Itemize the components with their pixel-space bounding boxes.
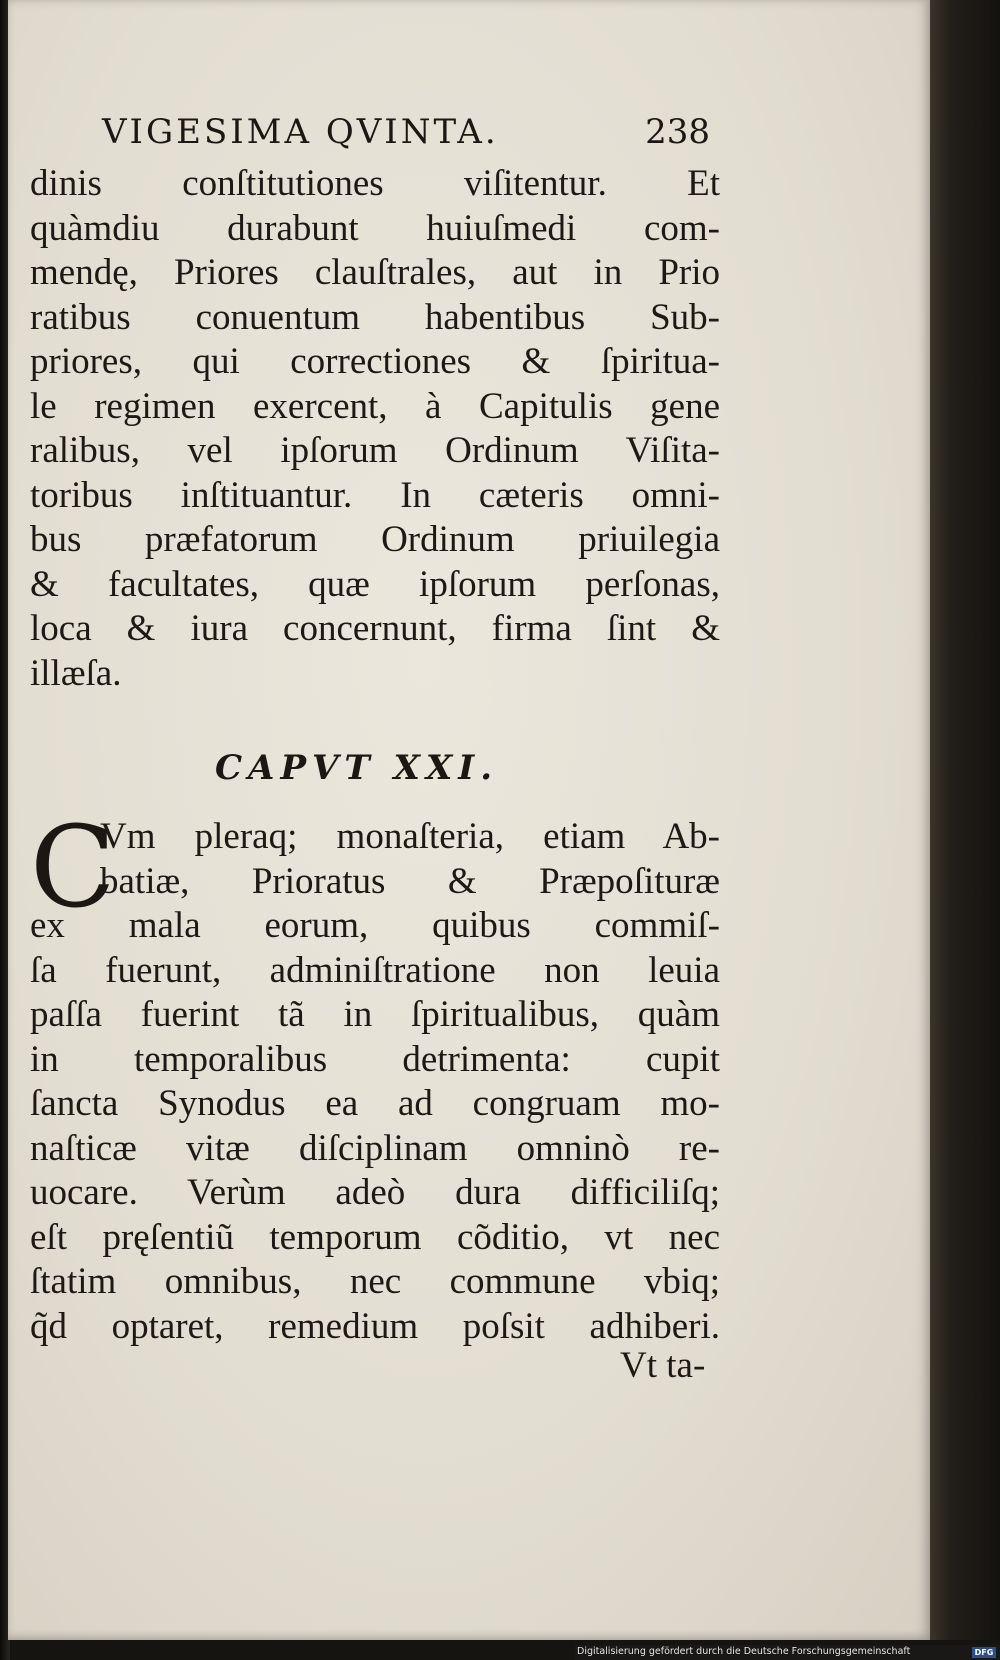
text-line: Vm pleraq; monaſteria, etiam Ab- [100, 816, 720, 857]
text-line: & facultates, quæ ipſorum perſonas, [30, 563, 720, 605]
text-line: ſa fuerunt, adminiſtratione non leuia [30, 949, 720, 991]
upper-text-block [30, 162, 720, 696]
chapter-heading: CAPVT XXI. [215, 748, 499, 788]
text-line: in temporalibus detrimenta: cupit [30, 1038, 720, 1080]
running-head: VIGESIMA QVINTA. [102, 112, 499, 152]
text-line: illæſa. [30, 652, 122, 694]
text-line: paſſa fuerint tã in ſpiritualibus, quàm [30, 994, 720, 1035]
text-line: bus præfatorum Ordinum priuilegia [30, 519, 720, 560]
initial-capital: C [30, 803, 116, 933]
catchword: Vt ta- [620, 1345, 706, 1386]
text-line: uocare. Verùm adeò dura difficiliſq; [30, 1172, 720, 1213]
page-header [102, 112, 710, 162]
page-number: 238 [645, 112, 710, 152]
chapter-body [30, 803, 720, 1349]
digitization-footer [575, 1645, 1000, 1660]
text-line: ex mala eorum, quibus commiſ- [30, 905, 720, 946]
text-line: priores, qui correctiones & ſpiritua- [30, 341, 720, 382]
text-line: ratibus conuentum habentibus Sub- [30, 296, 720, 338]
text-line: mendę, Priores clauſtrales, aut in Prio [30, 252, 720, 293]
dfg-logo-icon: DFG [972, 1647, 996, 1658]
indented-lines [30, 815, 720, 904]
text-line: loca & iura concernunt, firma ſint & [30, 608, 720, 649]
page-edge [930, 0, 1000, 1640]
text-line: eſt pręſentiũ temporum cõditio, vt nec [30, 1216, 720, 1258]
text-line: le regimen exercent, à Capitulis gene [30, 385, 720, 427]
text-line: batiæ, Prioratus & Præpoſituræ [100, 860, 720, 902]
text-line: ralibus, vel ipſorum Ordinum Viſita- [30, 430, 720, 471]
text-line: q̃d optaret, remedium poſsit adhiberi. [30, 1305, 720, 1347]
funding-credit: Digitalisierung gefördert durch die Deutsche Forschungsgemeinschaft [577, 1646, 911, 1657]
text-line: dinis conſtitutiones viſitentur. Et [30, 163, 720, 204]
text-line: toribus inſtituantur. In cæteris omni- [30, 474, 720, 516]
text-line: naſticæ vitæ diſciplinam omninò re- [30, 1127, 720, 1169]
text-line: quàmdiu durabunt huiuſmedi com- [30, 207, 720, 249]
text-line: ſtatim omnibus, nec commune vbiq; [30, 1261, 720, 1302]
text-line: ſancta Synodus ea ad congruam mo- [30, 1083, 720, 1124]
